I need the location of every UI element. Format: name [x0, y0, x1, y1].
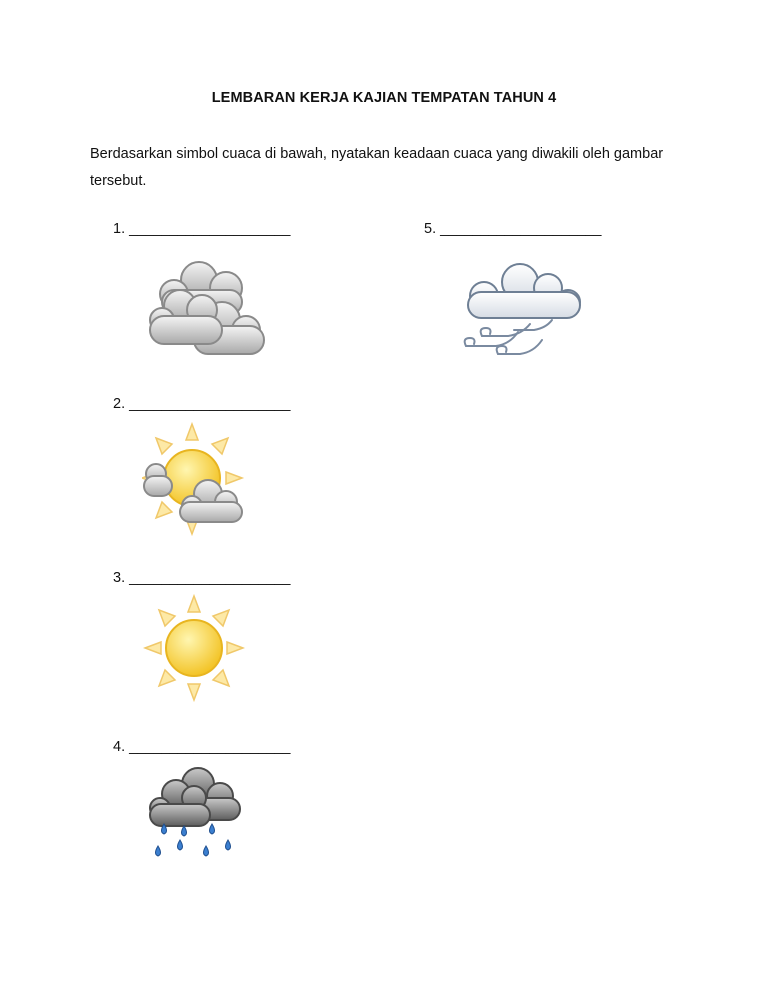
question-1-label: 1. ____________________	[113, 221, 291, 237]
windy-icon	[458, 258, 586, 364]
question-3-label: 3. ____________________	[113, 570, 291, 586]
cloudy-icon	[144, 256, 270, 364]
question-5-label: 5. ____________________	[424, 221, 602, 237]
worksheet-title: LEMBARAN KERJA KAJIAN TEMPATAN TAHUN 4	[211, 90, 557, 106]
partly-cloudy-icon	[142, 422, 248, 536]
question-4-label: 4. ____________________	[113, 739, 291, 755]
instruction-text: Berdasarkan simbol cuaca di bawah, nyatakan keadaan cuaca yang diwakili oleh gambar tersebut.	[90, 146, 664, 189]
sunny-icon	[143, 594, 245, 702]
rain-icon	[146, 764, 244, 864]
question-2-label: 2. ____________________	[113, 396, 291, 412]
